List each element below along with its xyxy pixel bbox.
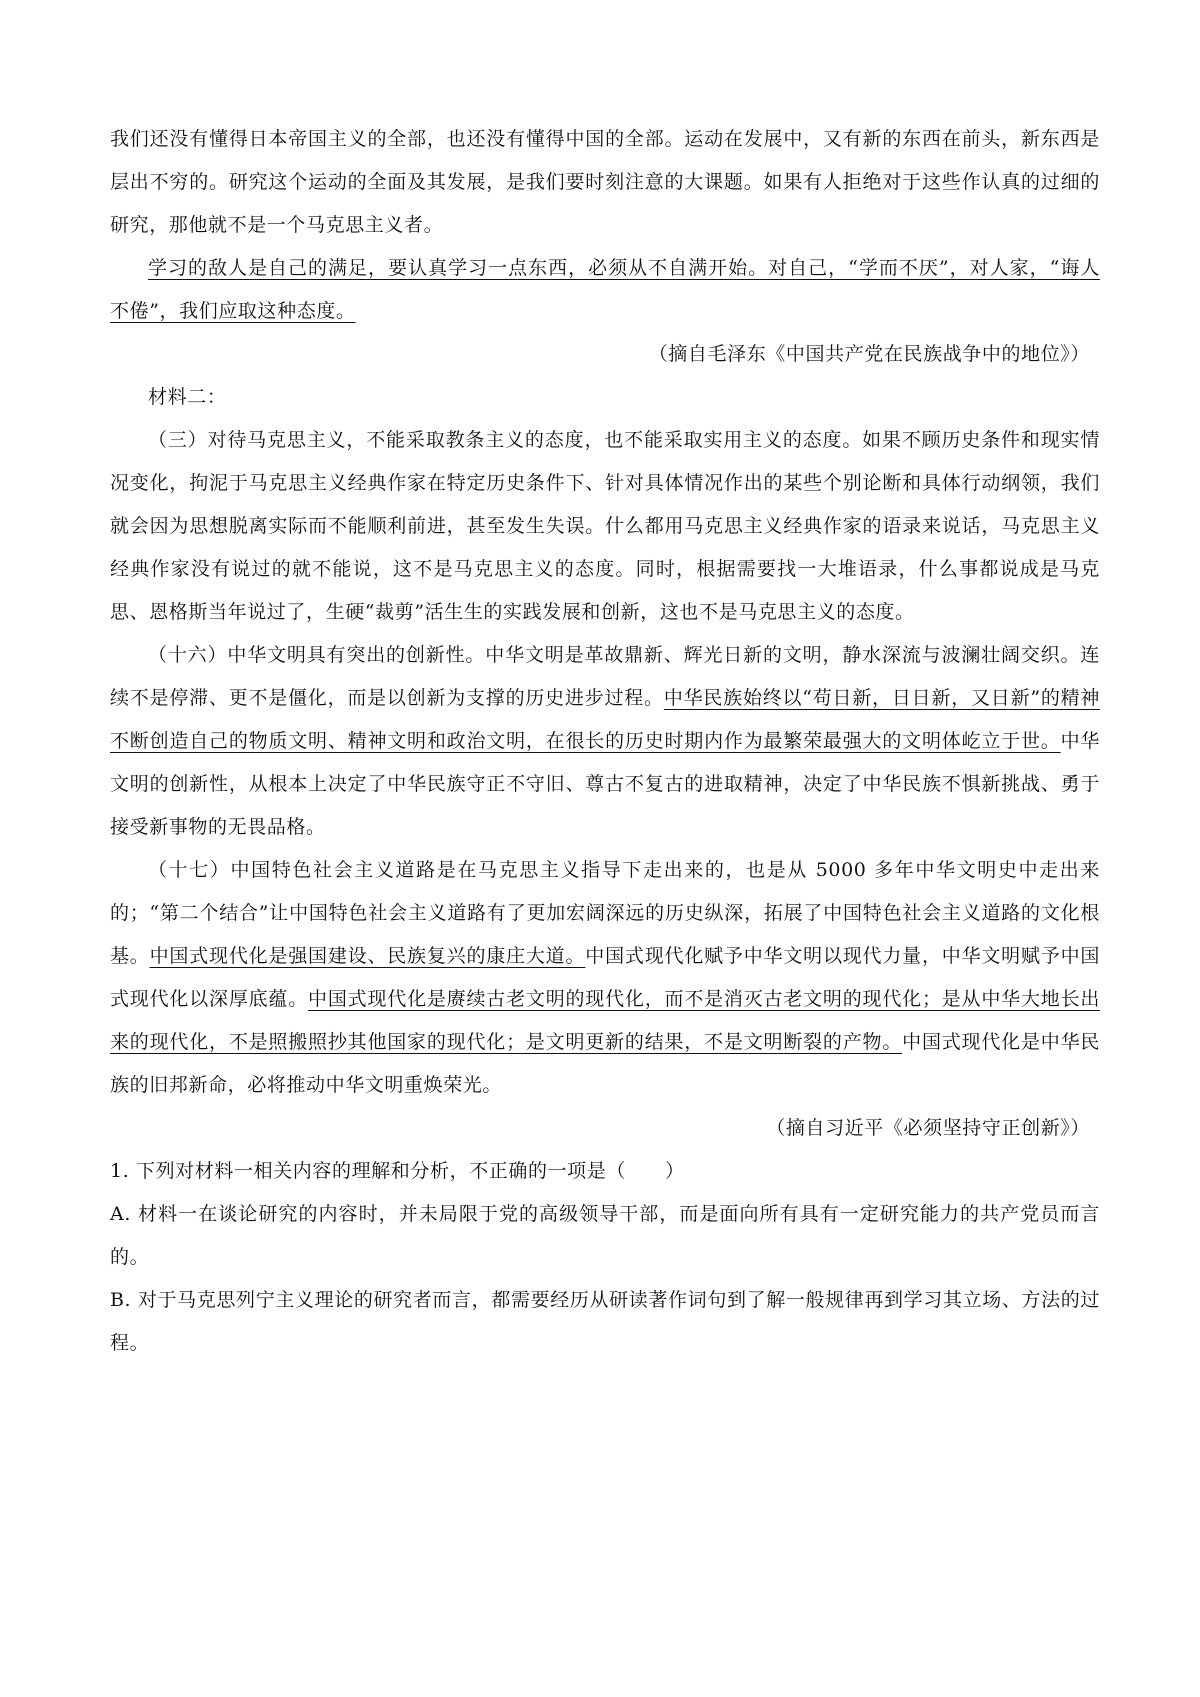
paragraph-17-text-1: （十七）中国特色社会主义道路是在马克思主义指导下走出来的，也是从 5000 多年中华文明史中走出来的；“第二个结合”让中国特色社会主义道路有了更加宏阔深远的历史纵深，拓展了中国特色社会主义道路的文化根基。 [110, 859, 1100, 967]
paragraph-17-underlined-1: 中国式现代化是强国建设、民族复兴的康庄大道。 [149, 945, 586, 967]
material2-paragraph-17 [110, 849, 1100, 1107]
paragraph-16-underlined: 中华民族始终以“苟日新，日日新，又日新”的精神不断创造自己的物质文明、精神文明和政治文明，在很长的历史时期内作为最繁荣最强大的文明体屹立于世。 [110, 687, 1100, 752]
paragraph-16-text-1: （十六）中华文明具有突出的创新性。中华文明是革故鼎新、辉光日新的文明，静水深流与波澜壮阔交织。连续不是停滞、更不是僵化，而是以创新为支撑的历史进步过程。 [110, 644, 1100, 709]
paragraph-16-text-2: 中华文明的创新性，从根本上决定了中华民族守正不守旧、尊古不复古的进取精神，决定了中华民族不惧新挑战、勇于接受新事物的无畏品格。 [110, 730, 1100, 838]
paragraph-17-text-3: 中国式现代化是中华民族的旧邦新命，必将推动中华文明重焕荣光。 [110, 1031, 1100, 1096]
material2-heading: 材料二： [148, 386, 227, 408]
question-stem: 1. 下列对材料一相关内容的理解和分析，不正确的一项是（ ） [110, 1160, 685, 1182]
material1-paragraph-2 [110, 247, 1100, 333]
material1-paragraph-1: 我们还没有懂得日本帝国主义的全部，也还没有懂得中国的全部。运动在发展中，又有新的东西在前头，新东西是层出不穷的。研究这个运动的全面及其发展，是我们要时刻注意的大课题。如果有人拒绝对于这些作认真的过细的研究，那他就不是一个马克思主义者。 [110, 128, 1100, 236]
material2-paragraph-16 [110, 634, 1100, 849]
material1-source: （摘自毛泽东《中国共产党在民族战争中的地位》） [648, 343, 1090, 365]
paragraph-17-underlined-2: 中国式现代化是赓续古老文明的现代化，而不是消灭古老文明的现代化；是从中华大地长出来的现代化，不是照搬照抄其他国家的现代化；是文明更新的结果，不是文明断裂的产物。 [110, 988, 1100, 1053]
document-page [110, 118, 1100, 1365]
question-1 [110, 1150, 1100, 1365]
material2-paragraph-3: （三）对待马克思主义，不能采取教条主义的态度，也不能采取实用主义的态度。如果不顾历史条件和现实情况变化，拘泥于马克思主义经典作家在特定历史条件下、针对具体情况作出的某些个别论断和具体行动纲领，我们就会因为思想脱离实际而不能顺利前进，甚至发生失误。什么都用马克思主义经典作家的语录来说话，马克思主义经典作家没有说过的就不能说，这不是马克思主义的态度。同时，根据需要找一大堆语录，什么事都说成是马克思、恩格斯当年说过了，生硬“裁剪”活生生的实践发展和创新，这也不是马克思主义的态度。 [110, 429, 1100, 623]
paragraph-17-text-2: 中国式现代化赋予中华文明以现代力量，中华文明赋予中国式现代化以深厚底蕴。 [110, 945, 1100, 1010]
underlined-sentence: 学习的敌人是自己的满足，要认真学习一点东西，必须从不自满开始。对自己，“学而不厌”，对人家，“诲人不倦”，我们应取这种态度。 [110, 257, 1100, 322]
material2-source: （摘自习近平《必须坚持守正创新》） [766, 1117, 1090, 1139]
option-a[interactable]: A. 材料一在谈论研究的内容时，并未局限于党的高级领导干部，而是面向所有具有一定研究能力的共产党员而言的。 [110, 1203, 1100, 1268]
option-b[interactable]: B. 对于马克思列宁主义理论的研究者而言，都需要经历从研读著作词句到了解一般规律再到学习其立场、方法的过程。 [110, 1289, 1100, 1354]
